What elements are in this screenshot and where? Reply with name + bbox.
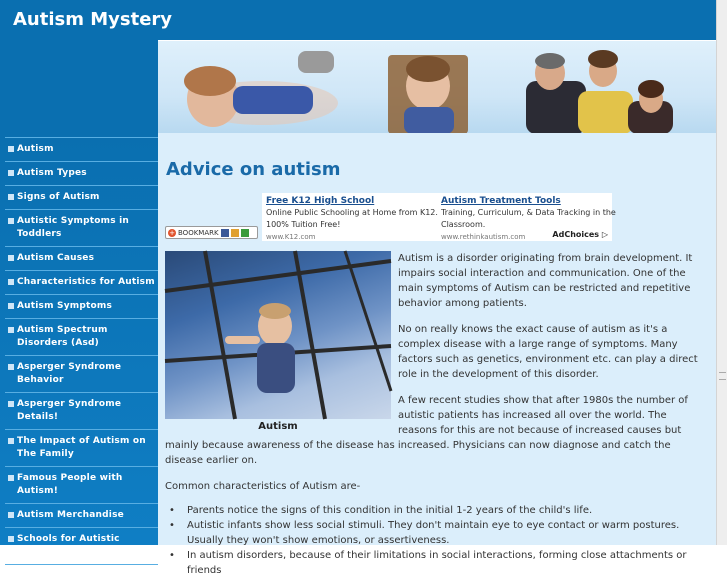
sidebar-item-autism-symptoms[interactable] [5,295,158,319]
square-bullet-icon [8,327,14,333]
ad-text: Training, Curriculum, & Data Tracking in the Classroom. [441,208,616,229]
sidebar-item-asd[interactable] [5,319,158,356]
sidebar-item-signs-of-autism[interactable] [5,186,158,210]
square-bullet-icon [8,303,14,309]
sidebar-item-asperger-details[interactable] [5,393,158,430]
list-item: • Parents notice the signs of this condition in the initial 1-2 years of the child's life. [165,503,701,518]
main-content [158,133,716,576]
vertical-scrollbar[interactable] [716,0,727,545]
square-bullet-icon [8,194,14,200]
bookmark-label: BOOKMARK [178,228,219,237]
square-bullet-icon [8,512,14,518]
paragraph: A few recent studies show that after 1980s the number of autistic patients has increased all over the world. The reasons for this are not because of increased causes but mainly because awareness of the disease has increased. Physicians can now diagnose and catch the disease earlier on. [165,395,688,466]
sidebar-item-famous-people[interactable] [5,467,158,504]
ad-url[interactable]: www.rethinkautism.com [441,233,526,241]
square-bullet-icon [8,255,14,261]
paragraph: No on really knows the exact cause of autism as it's a complex disease with a large range of symptoms. Many factors such as genetics, environment etc. can play a direct role in the development of this disorder. [398,324,698,380]
sidebar-item-merchandise[interactable] [5,504,158,528]
sidebar-item-autism[interactable] [5,138,158,162]
square-bullet-icon [8,364,14,370]
sidebar-item-label: Autistic Symptoms in Toddlers [17,216,129,239]
sidebar-item-label: Famous People with Autism! [17,473,123,496]
square-bullet-icon [8,401,14,407]
sidebar-item-label: Characteristics for Autism [17,277,155,287]
sidebar-item-label: Autism [17,144,54,154]
sidebar-item-label: Autism Spectrum Disorders (Asd) [17,325,108,348]
ad-url[interactable]: www.K12.com [266,233,316,241]
share-icon [221,229,229,237]
ad-unit[interactable] [266,195,441,243]
photo-caption: Autism [258,421,298,432]
site-title[interactable]: Autism Mystery [13,9,173,30]
sidebar-item-autism-types[interactable] [5,162,158,186]
list-item: • Autistic infants show less social stimuli. They don't maintain eye to eye contact or warm postures. Usually they won't show emotions, or assertiveness. [165,518,701,548]
sidebar-item-label: Signs of Autism [17,192,100,202]
paragraph: Autism is a disorder originating from brain development. It impairs social interaction and communication. One of the main symptoms of Autism can be restricted and repetitive behavior among patients. [398,253,693,309]
sidebar-item-autistic-symptoms-toddlers[interactable] [5,210,158,247]
share-icon [241,229,249,237]
sidebar-item-label: Autism Causes [17,253,95,263]
square-bullet-icon [8,475,14,481]
banner-photo-collage [158,41,716,134]
header-banner-image [158,40,716,133]
sidebar-item-characteristics[interactable] [5,271,158,295]
scrollbar-thumb[interactable] [718,0,727,545]
plus-icon: + [169,228,175,237]
ad-title-link[interactable]: Free K12 High School [266,196,375,206]
sidebar-item-autism-causes[interactable] [5,247,158,271]
sidebar-item-label: Autism Types [17,168,87,178]
sidebar-nav [5,137,158,565]
sidebar-item-label: Autism Symptoms [17,301,113,311]
sidebar-item-asperger-behavior[interactable] [5,356,158,393]
sidebar-item-schools[interactable] [5,528,158,565]
sidebar-item-label: Autism Merchandise [17,510,124,520]
sidebar-item-label: The Impact of Autism on The Family [17,436,146,459]
paragraph: Common characteristics of Autism are- [165,481,361,492]
square-bullet-icon [8,279,14,285]
square-bullet-icon [8,170,14,176]
sidebar-item-label: Schools for Autistic Children? [17,534,120,557]
ad-text: Online Public Schooling at Home from K12. 100% Tuition Free! [266,208,438,229]
sidebar-item-impact-on-family[interactable] [5,430,158,467]
square-bullet-icon [8,146,14,152]
square-bullet-icon [8,438,14,444]
site-header [0,0,716,40]
bookmark-button[interactable] [165,226,258,239]
share-icon [231,229,239,237]
article-body [165,251,701,578]
scrollbar-grip-icon [719,372,726,380]
page-title: Advice on autism [166,159,341,180]
sidebar-item-label: Asperger Syndrome Details! [17,399,122,422]
square-bullet-icon [8,536,14,542]
sidebar-item-label: Asperger Syndrome Behavior [17,362,122,385]
characteristics-list [165,503,701,578]
adchoices-link[interactable]: AdChoices ▷ [552,230,608,239]
ad-block [262,193,616,241]
square-bullet-icon [8,218,14,224]
list-item: • In autism disorders, because of their limitations in social interactions, forming close attachments or friends [165,548,701,578]
ad-title-link[interactable]: Autism Treatment Tools [441,196,561,206]
